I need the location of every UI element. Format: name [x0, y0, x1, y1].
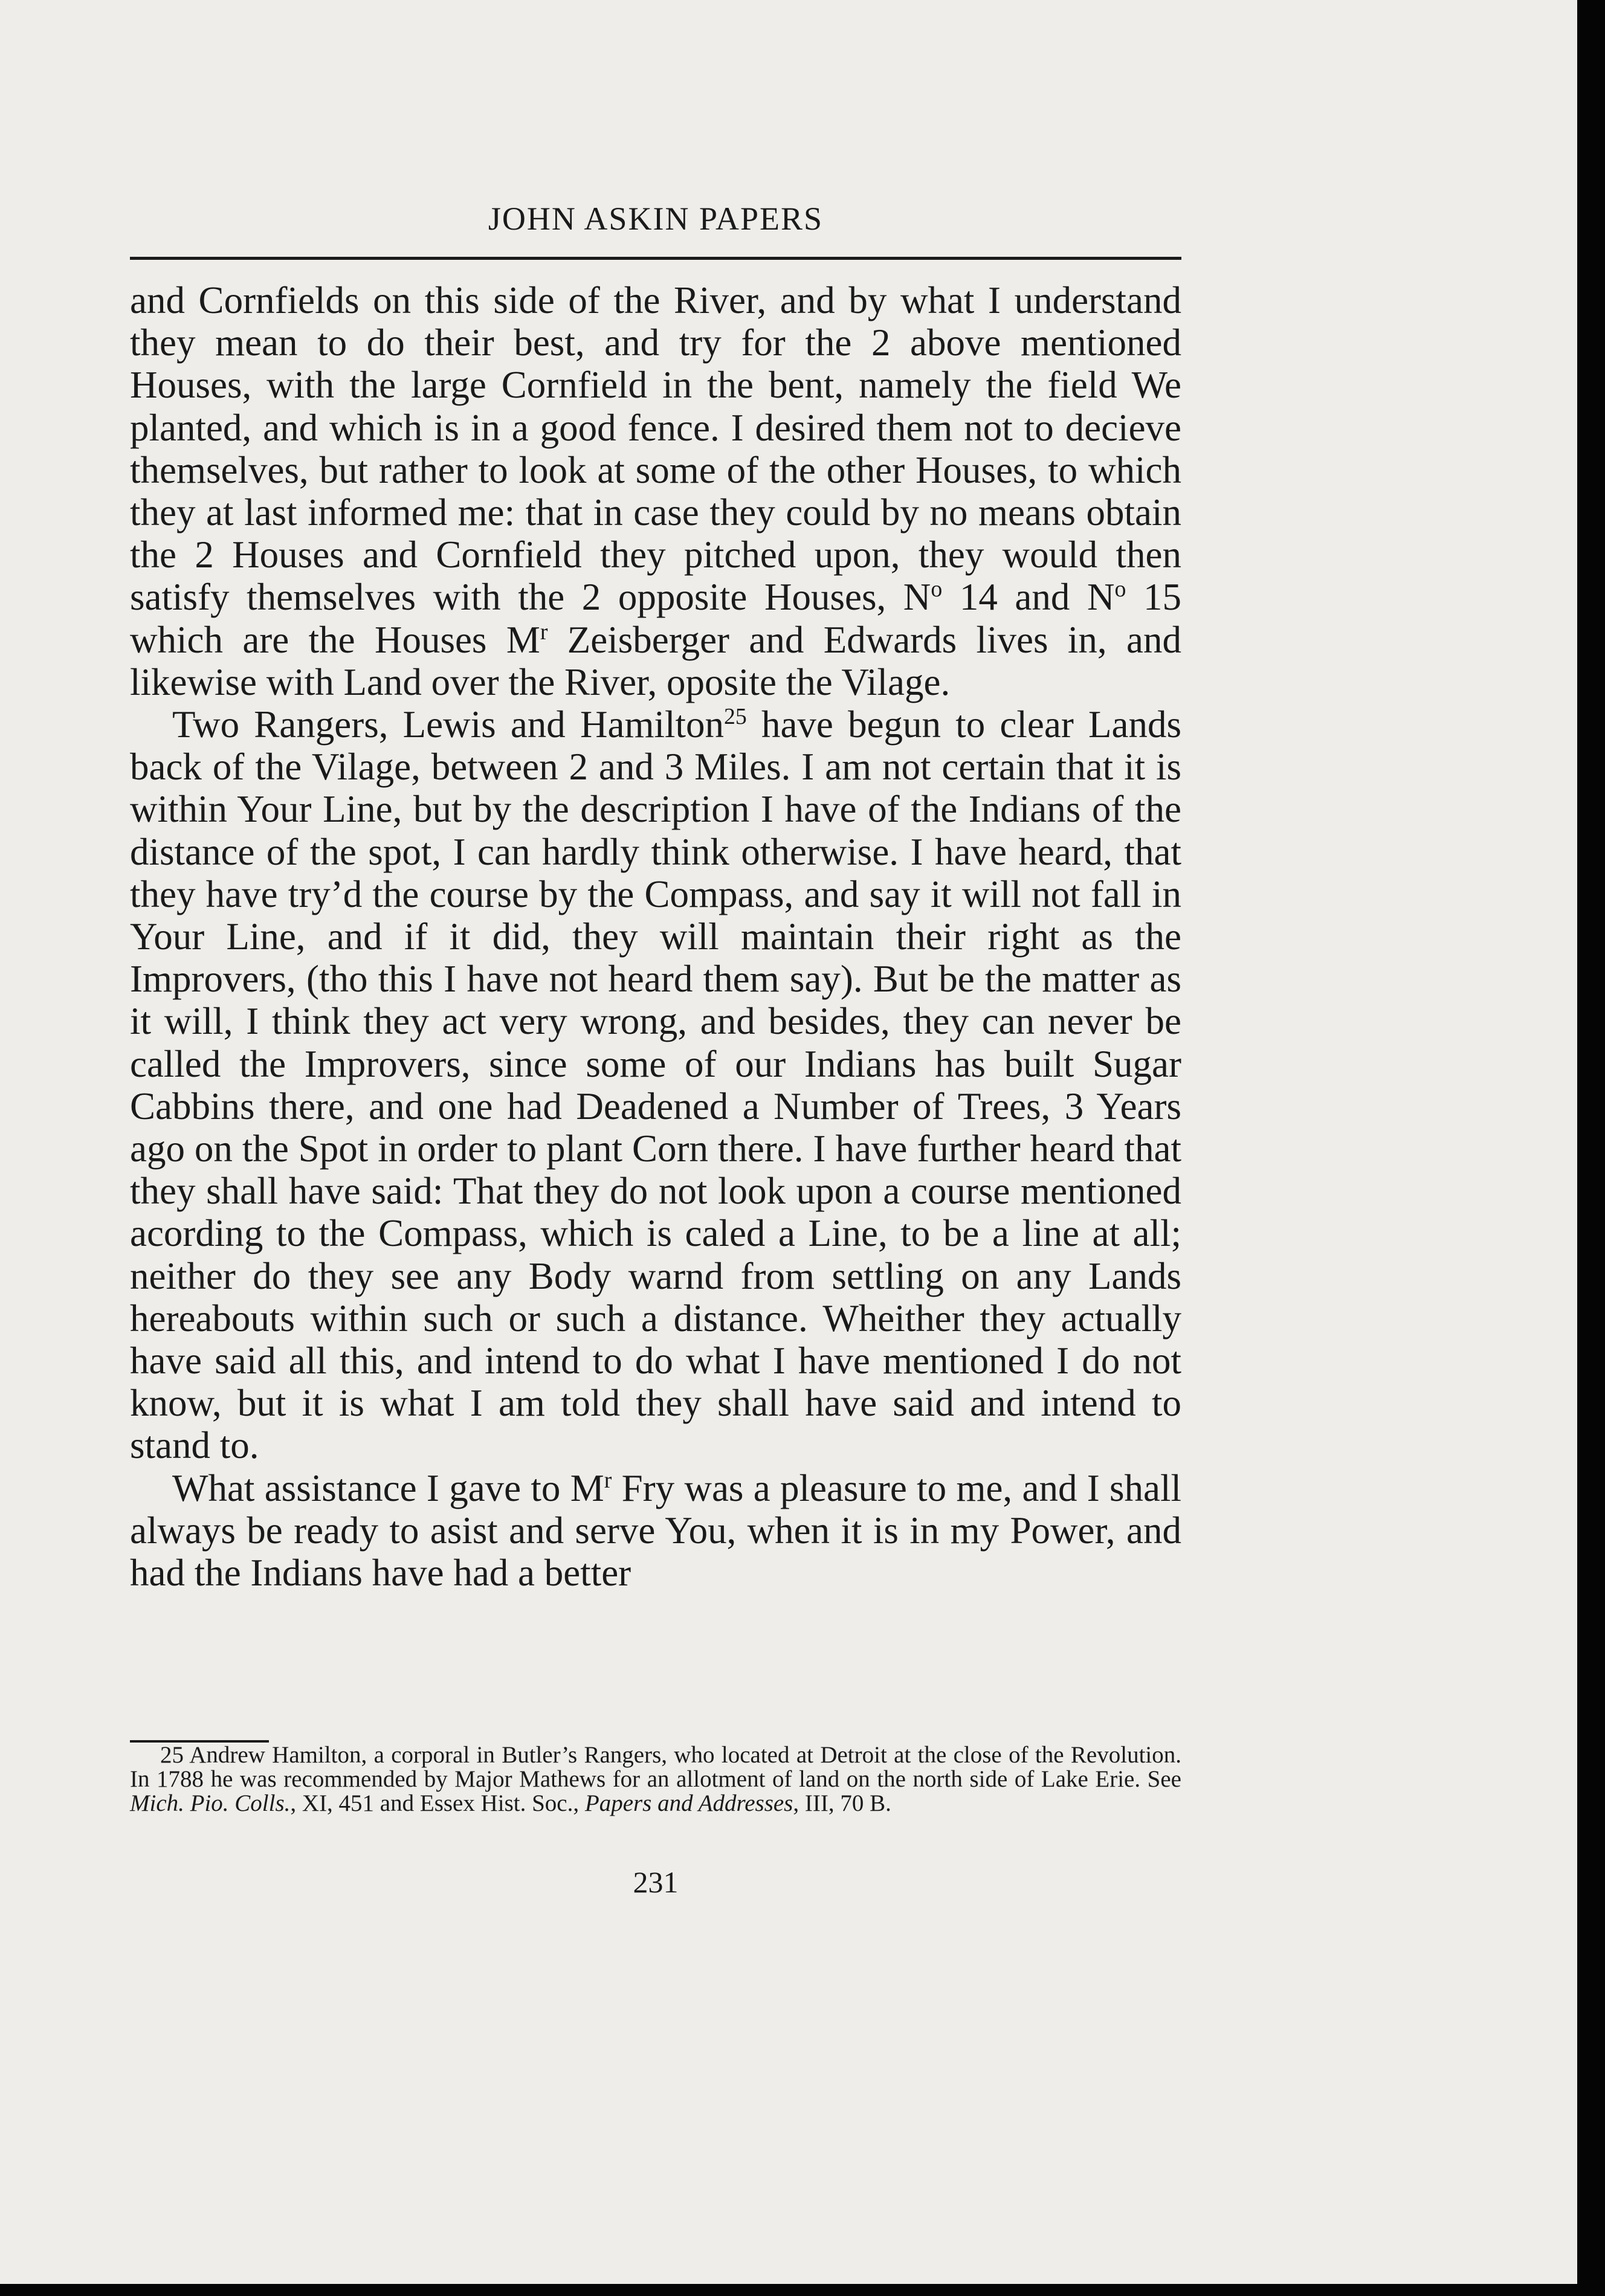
- text-run: Andrew Hamilton, a corporal in Butler’s Rangers, who located at Detroit at the close of the Revolution. In 1788 he was recommended by Major Mathews for an allotment of land on the north side of Lake Erie. See: [130, 1742, 1181, 1792]
- text-run: , III, 70 B.: [793, 1790, 891, 1816]
- paragraph: [130, 279, 1181, 703]
- text-run: What assistance I gave to M: [172, 1466, 604, 1509]
- text-run: have begun to clear Lands back of the Vilage, between 2 and 3 Miles. I am not certain that it is within Your Line, but by the description I have of the Indians of the distance of the spot, I can hardly think otherwise. I have heard, that they have try’d the course by the Compass, and say it will not fall in Your Line, and if it did, they will maintain their right as the Improvers, (tho this I have not heard them say). But be the matter as it will, I think they act very wrong, and besides, they can never be called the Improvers, since some of our Indians has built Sugar Cabbins there, and one had Deadened a Number of Trees, 3 Years ago on the Spot in order to plant Corn there. I have further heard that they shall have said: That they do not look upon a course mentioned acording to the Compass, which is caled a Line, to be a line at all; neither do they see any Body warnd from settling on any Lands hereabouts within such or such a distance. Wheither they actually have said all this, and intend to do what I have mentioned I do not know, but it is what I am told they shall have said and intend to stand to.: [130, 703, 1181, 1467]
- footnote: [130, 1743, 1181, 1816]
- text-run: , XI, 451 and Essex Hist. Soc.,: [290, 1790, 585, 1816]
- header-rule: [130, 257, 1181, 260]
- footnote-number: 25: [160, 1742, 184, 1768]
- text-run: Fry was a pleasure to me, and I shall always be ready to asist and serve You, when it is in my Power, and had the Indians have had a better: [130, 1466, 1181, 1595]
- scan-edge-bottom: [0, 2284, 1605, 2296]
- superscript: r: [540, 619, 548, 645]
- superscript: o: [1114, 576, 1126, 602]
- page-number: 231: [633, 1865, 679, 1899]
- running-head: JOHN ASKIN PAPERS: [488, 201, 824, 237]
- text-run: 15 which are the Houses M: [130, 576, 1181, 661]
- paragraph: [130, 1467, 1181, 1595]
- superscript: r: [604, 1467, 612, 1493]
- italic-title: Papers and Addresses: [584, 1790, 793, 1816]
- text-run: Two Rangers, Lewis and Hamilton: [172, 703, 724, 746]
- superscript: o: [931, 576, 943, 602]
- text-run: Zeisberger and Edwards lives in, and likewise with Land over the River, oposite the Vilage.: [130, 618, 1181, 703]
- body-text: [130, 279, 1181, 1594]
- text-run: and Cornfields on this side of the River, and by what I understand they mean to do their best, and try for the 2 above mentioned Houses, with the large Cornfield in the bent, namely the field We planted, and which is in a good fence. I desired them not to decieve themselves, but rather to look at some of the other Houses, to which they at last informed me: that in case they could by no means obtain the 2 Houses and Cornfield they pitched upon, they would then satisfy themselves with the 2 opposite Houses, N: [130, 279, 1181, 619]
- paragraph: [130, 703, 1181, 1467]
- italic-title: Mich. Pio. Colls.: [130, 1790, 291, 1816]
- text-run: 14 and N: [942, 576, 1115, 619]
- superscript: 25: [723, 704, 747, 730]
- footnote-text: [130, 1742, 1181, 1816]
- scan-edge-right: [1577, 0, 1605, 2296]
